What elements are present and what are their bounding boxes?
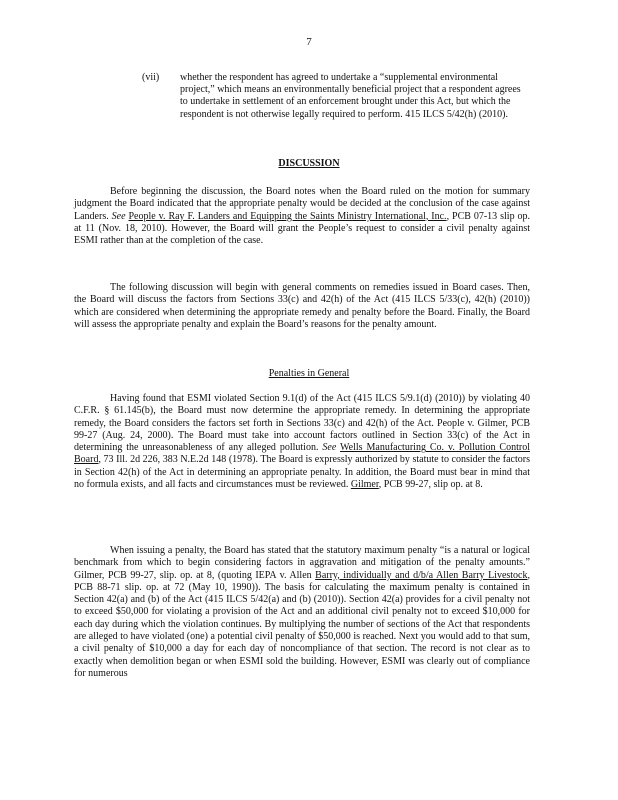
list-item-vii <box>142 72 528 121</box>
case-citation: Barry, individually and d/b/a Allen Barry Livestock <box>315 569 528 581</box>
paragraph-1 <box>74 186 530 247</box>
paragraph-1-text-b: , PCB 07-13 slip op. at 11 (Nov. 18, 2010). However, the Board will grant the People’s request to consider a civil penalty against ESMI rather than at the completion of the case. <box>74 210 531 247</box>
paragraph-4-text-a: When issuing a penalty, the Board has stated that the statutory maximum penalty “is a natural or logical benchmark from which to begin considering factors in aggravation and mitigation of the penalty amounts.” Gilmer, PCB 99-27, slip. op. at 8, (quoting IEPA v. Allen <box>74 545 530 581</box>
paragraph-3-text-b: , 73 Ill. 2d 226, 383 N.E.2d 148 (1978). The Board is expressly authorized by statute to consider the factors in Section 42(h) of the Act in determining an appropriate penalty. In addition, the Board must bear in mind that no formula exists, and all facts and circumstances must be reviewed. <box>74 454 530 491</box>
discussion-heading <box>0 158 618 169</box>
paragraph-1-text-a: Before beginning the discussion, the Board notes when the Board ruled on the motion for summary judgment the Board indicated that the appropriate penalty would be decided at the conclusion of the case against Landers. <box>74 186 530 222</box>
penalties-heading <box>0 368 618 379</box>
penalties-heading-text: Penalties in General <box>268 368 350 379</box>
case-citation-short: Gilmer <box>350 479 379 491</box>
list-item-label: (vii) <box>142 72 160 83</box>
paragraph-3-text-a: Having found that ESMI violated Section 9.1(d) of the Act (415 ILCS 5/9.1(d) (2010)) by violating 40 C.F.R. § 61.145(b), the Board must now determine the appropriate remedy. In determining the appropriate remedy, the Board considers the factors set forth in Sections 33(c) and 42(h) of the Act. People v. Gilmer, PCB 99-27 (Aug. 24, 2000). The Board must take into account factors outlined in Section 33(c) of the Act in determining the unreasonableness of any alleged pollution. <box>74 393 530 454</box>
paragraph-2: The following discussion will begin with general comments on remedies issued in Board cases. Then, the Board will discuss the factors from Sections 33(c) and 42(h) of the Act (415 ILCS 5/33(c), 42(h) (2010)) which are considered when determining the appropriate remedy and penalty before the Board. Finally, the Board will assess the appropriate penalty and explain the Board’s reasons for the penalty amount. <box>74 282 530 330</box>
case-citation: People v. Ray F. Landers and Equipping the Saints Ministry International, Inc. <box>128 210 447 222</box>
signal-see: See <box>111 210 126 222</box>
list-item-text: whether the respondent has agreed to undertake a “supplemental environmental project,” which means an environmentally beneficial project that a respondent agrees to undertake in settlement of an enforcement brought under this Act, but which the respondent is not otherwise legally required to perform. 415 ILCS 5/42(h) (2010). <box>180 72 521 120</box>
paragraph-3 <box>74 393 530 491</box>
paragraph-4-text-b: , PCB 88-71 slip. op. at 72 (May 10, 1990)). The basis for calculating the maximum penalty is contained in Section 42(a) and (b) of the Act (415 ILCS 5/42(a) and (b) (2010)). Section 42(a) provides for a civil penalty not to exceed $50,000 for violating a provision of the Act and an additional civil penalty not to exceed $10,000 for each day during which the violation continues. By multiplying the number of sections of the Act that respondents are alleged to have violated (one) a potential civil penalty of $50,000 is reached. Next you would add to that sum, a civil penalty of $10,000 a day for each day of noncompliance of that section. The record is not clear as to exactly when demolition began or when ESMI sold the building. However, ESMI was clearly out of compliance for numerous <box>74 569 530 679</box>
case-citation: Wells Manufacturing Co. v. Pollution Control Board <box>74 442 530 466</box>
signal-see: See <box>322 442 337 454</box>
paragraph-4 <box>74 545 530 680</box>
discussion-heading-text: DISCUSSION <box>278 158 340 169</box>
paragraph-3-text-c: , PCB 99-27, slip op. at 8. <box>378 479 483 491</box>
page-number: 7 <box>306 36 312 48</box>
